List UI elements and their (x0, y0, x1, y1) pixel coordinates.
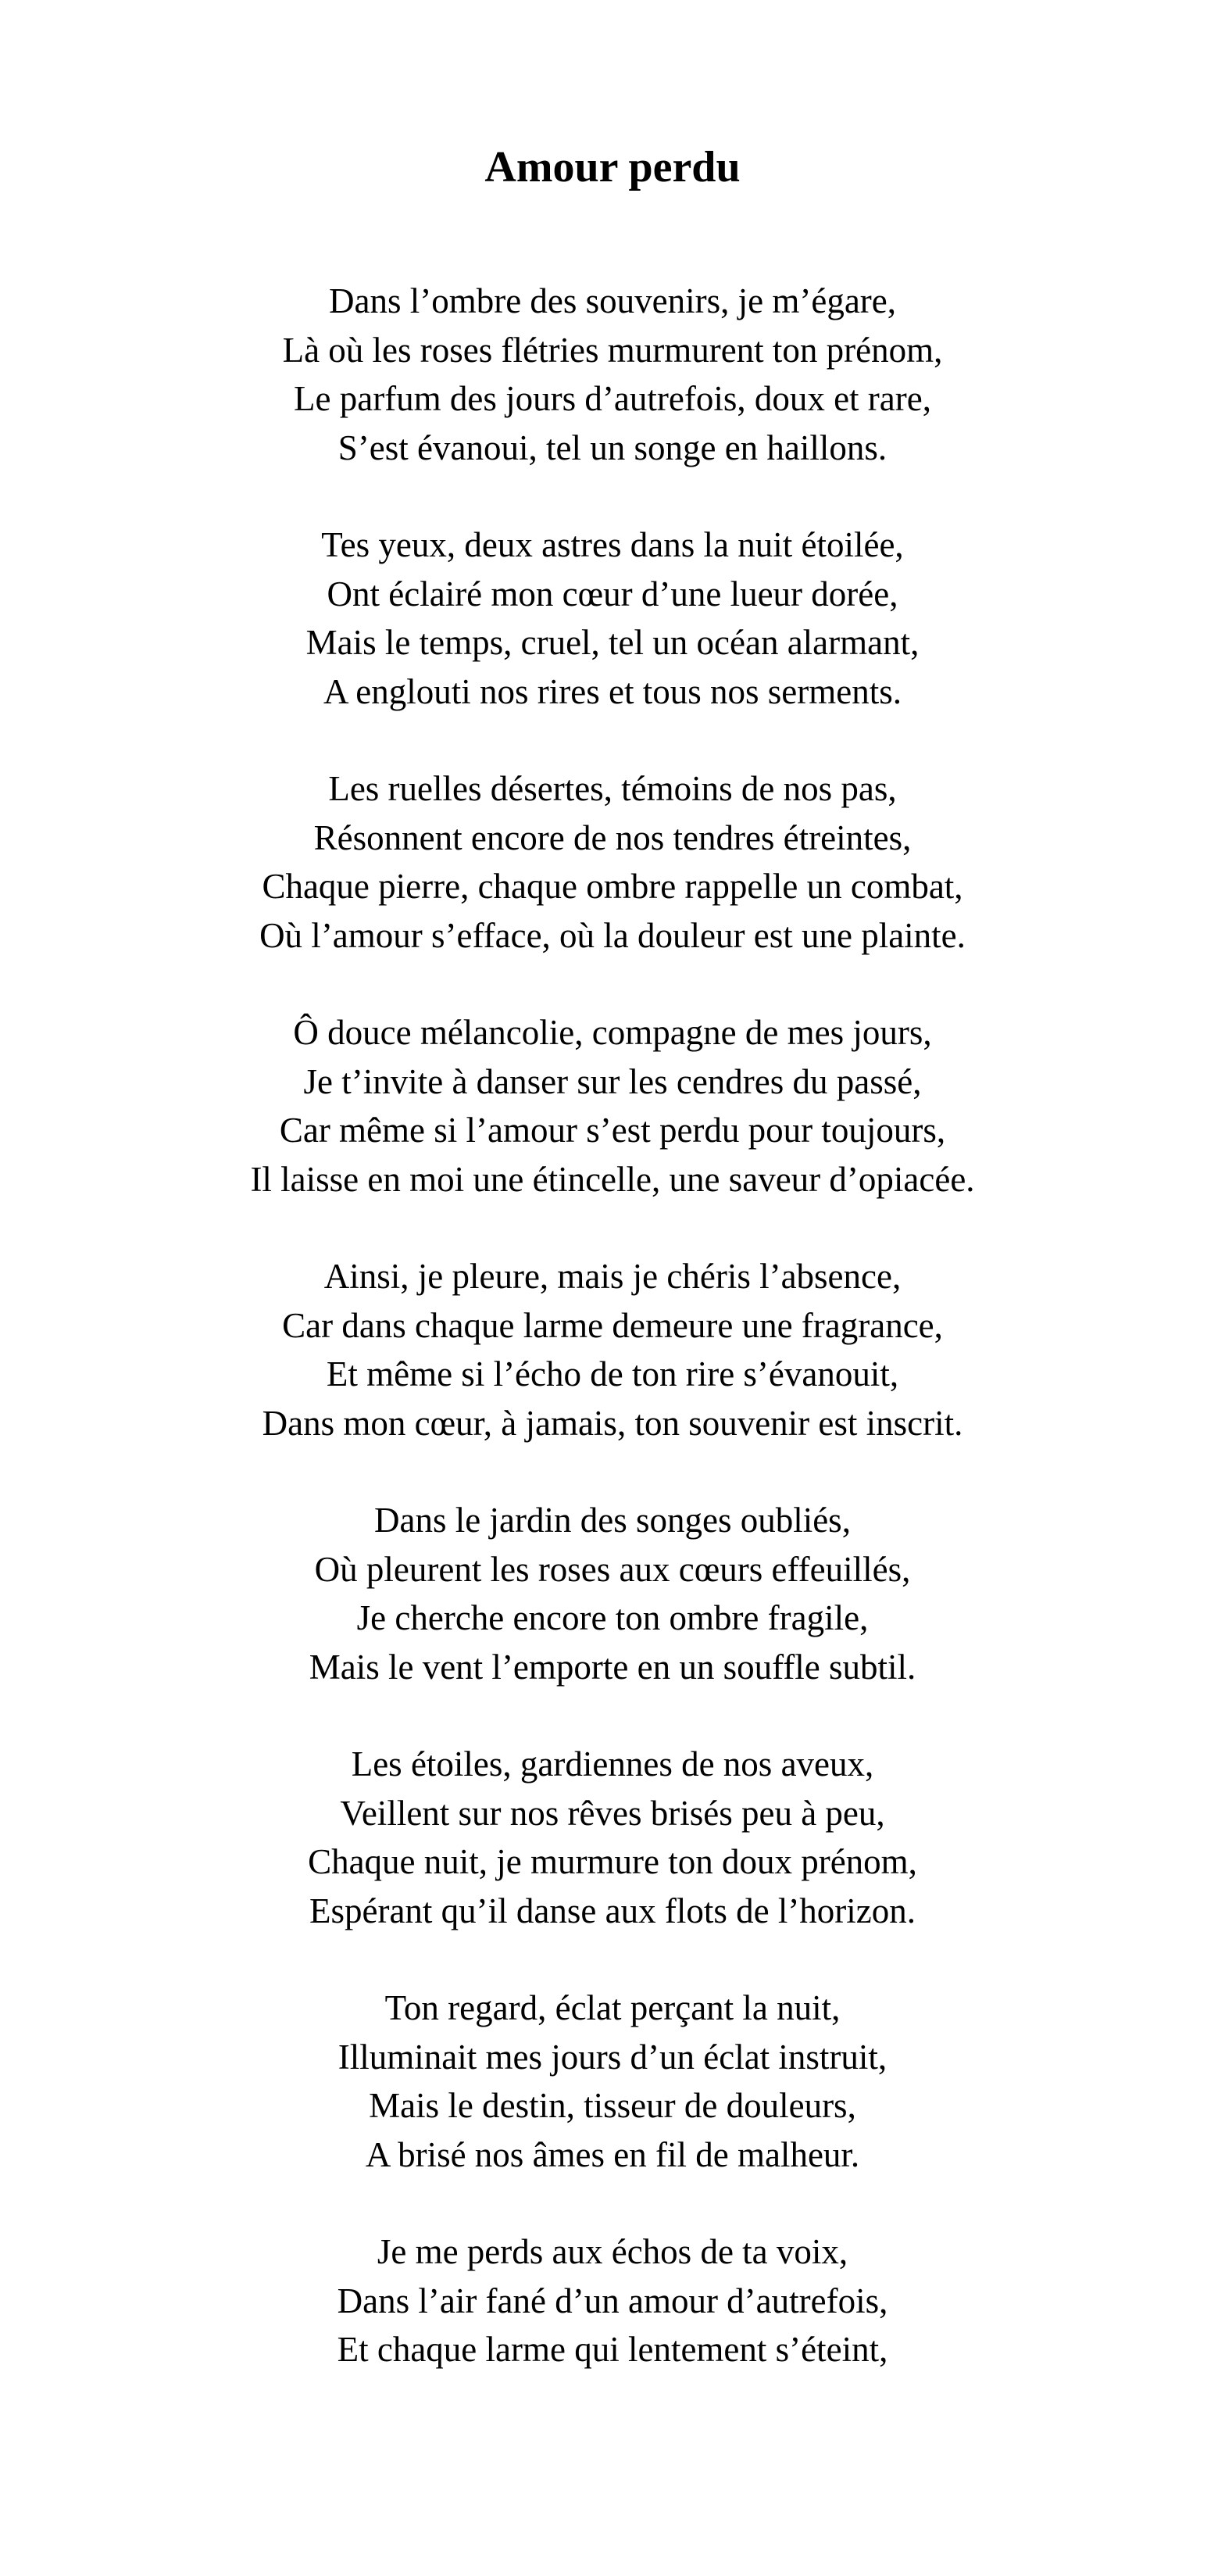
poem-line: Mais le destin, tisseur de douleurs, (369, 2086, 856, 2125)
stanza (0, 2227, 1225, 2374)
poem-line: Ont éclairé mon cœur d’une lueur dorée, (327, 574, 898, 614)
poem-line: Chaque nuit, je murmure ton doux prénom, (308, 1842, 917, 1881)
poem-line: Ton regard, éclat perçant la nuit, (384, 1988, 841, 2027)
poem-line: Ainsi, je pleure, mais je chéris l’absence, (323, 1257, 902, 1296)
poem-line: Veillent sur nos rêves brisés peu à peu, (340, 1793, 885, 1833)
poem-line: Et même si l’écho de ton rire s’évanouit, (326, 1354, 899, 1394)
poem-line: Car même si l’amour s’est perdu pour toujours, (279, 1111, 946, 1150)
stanza (0, 1984, 1225, 2179)
poem-line: Le parfum des jours d’autrefois, doux et rare, (294, 379, 931, 418)
poem-line: Il laisse en moi une étincelle, une saveur d’opiacée. (250, 1159, 975, 1199)
poem-line: Je t’invite à danser sur les cendres du passé, (303, 1061, 922, 1101)
poem-line: Je cherche encore ton ombre fragile, (356, 1598, 869, 1637)
poem-line: Dans l’ombre des souvenirs, je m’égare, (328, 281, 897, 320)
poem-line: Où l’amour s’efface, où la douleur est une plainte. (259, 915, 966, 955)
poem-line: Tes yeux, deux astres dans la nuit étoilée, (321, 525, 904, 564)
stanza (0, 521, 1225, 716)
poem-line: Ô douce mélancolie, compagne de mes jours, (293, 1013, 932, 1052)
stanza (0, 1252, 1225, 1447)
poem-line: Et chaque larme qui lentement s’éteint, (337, 2330, 888, 2369)
poem-line: Les étoiles, gardiennes de nos aveux, (351, 1744, 874, 1784)
poem-line: Dans mon cœur, à jamais, ton souvenir est inscrit. (262, 1403, 963, 1443)
poem-line: Espérant qu’il danse aux flots de l’horizon. (309, 1891, 916, 1930)
poem-line: Où pleurent les roses aux cœurs effeuillés, (314, 1549, 911, 1589)
poem-line: Résonnent encore de nos tendres étreintes, (313, 818, 912, 857)
poem-line: Je me perds aux échos de ta voix, (377, 2232, 848, 2271)
poem-title: Amour perdu (484, 143, 741, 191)
stanza (0, 1008, 1225, 1204)
poem-line: Mais le vent l’emporte en un souffle subtil. (309, 1647, 916, 1687)
poem-line: Les ruelles désertes, témoins de nos pas, (328, 769, 897, 808)
poem-line: Dans l’air fané d’un amour d’autrefois, (337, 2281, 888, 2320)
poem-line: Dans le jardin des songes oubliés, (374, 1501, 851, 1540)
poem-body (0, 277, 1225, 2374)
poem-line: Car dans chaque larme demeure une fragrance, (282, 1305, 943, 1345)
poem-line: Mais le temps, cruel, tel un océan alarmant, (305, 623, 920, 662)
stanza (0, 764, 1225, 960)
stanza (0, 277, 1225, 472)
poem-line: Illuminait mes jours d’un éclat instruit, (338, 2037, 888, 2077)
poem-line: A brisé nos âmes en fil de malheur. (365, 2134, 860, 2174)
stanza (0, 1496, 1225, 1691)
poem-line: Là où les roses flétries murmurent ton prénom, (282, 330, 943, 370)
poem-line: A englouti nos rires et tous nos serments. (323, 671, 902, 711)
poem-line: Chaque pierre, chaque ombre rappelle un combat, (262, 867, 963, 906)
stanza (0, 1740, 1225, 1935)
poem-line: S’est évanoui, tel un songe en haillons. (338, 428, 888, 467)
